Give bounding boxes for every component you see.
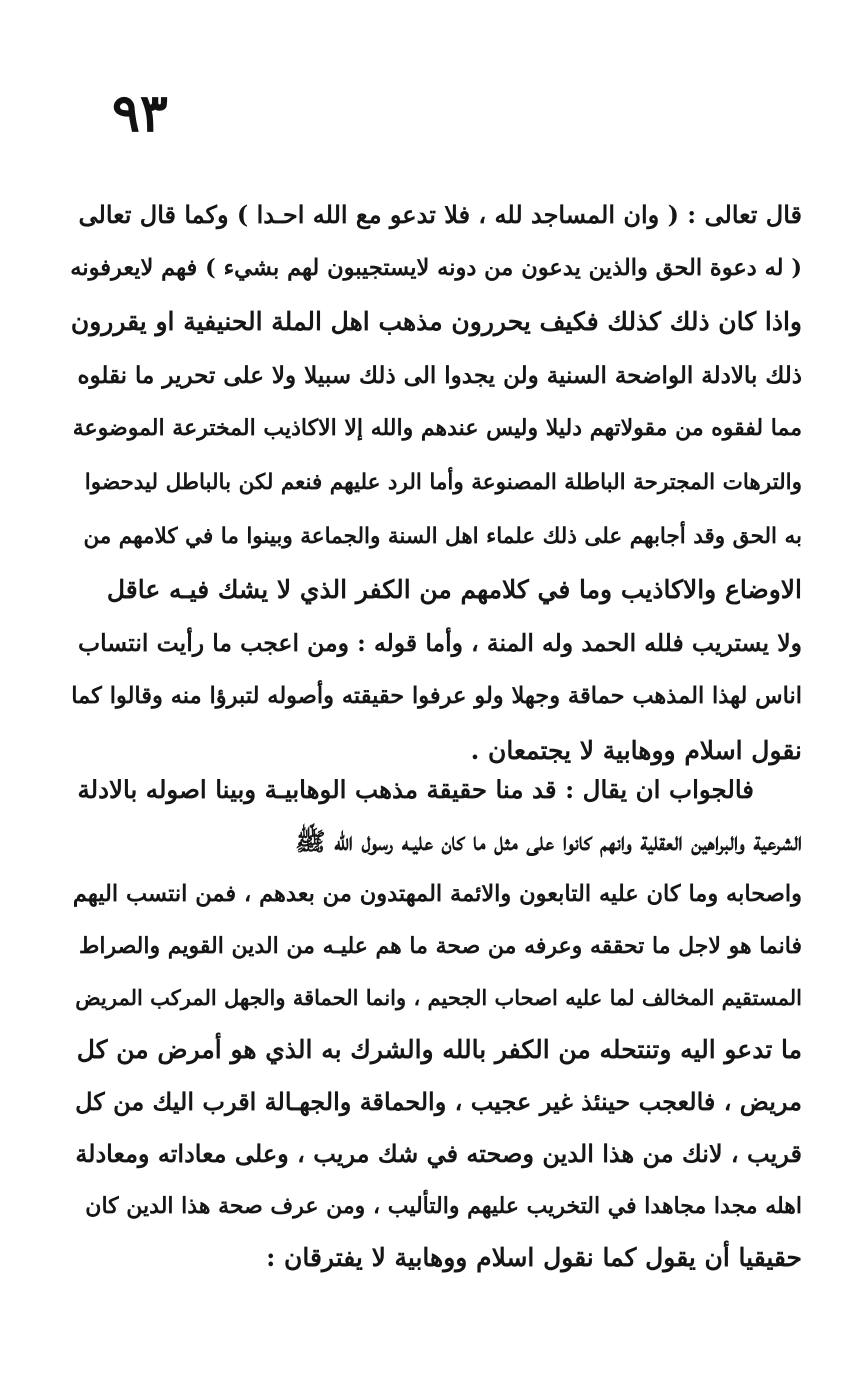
paragraph-2 — [70, 764, 802, 1284]
text-line: ما تدعو اليه وتنتحله من الكفر بالله والشرك به الذي هو أمرض من كل — [76, 1035, 802, 1064]
text-line: المستقيم المخالف لما عليه اصحاب الجحيم ، وانما الحماقة والجهل المركب المريض — [75, 985, 802, 1010]
text-line: فانما هو لاجل ما تحققه وعرفه من صحة ما هم عليـه من الدين القويم والصراط — [78, 933, 802, 959]
text-line: اناس لهذا المذهب حماقة وجهلا ولو عرفوا حقيقته وأصوله لتبرؤا منه وقالوا كما — [71, 683, 802, 710]
text-line: نقول اسلام ووهابية لا يجتمعان . — [470, 735, 802, 765]
text-line: قال تعالى : ( وان المساجد لله ، فلا تدعو مع الله احـدا ) وكما قال تعالى — [78, 200, 802, 229]
page-number: ٩٣ — [112, 83, 168, 144]
text-line: حقيقيا أن يقول كما نقول اسلام ووهابية لا يفترقان : — [266, 1243, 802, 1272]
paragraph-1 — [70, 188, 802, 778]
text-line: والترهات المجترحة الباطلة المصنوعة وأما الرد عليهم فنعم لكن بالباطل ليدحضوا — [84, 469, 802, 495]
text-line: فالجواب ان يقال : قد منا حقيقة مذهب الوهابيـة وبينا اصوله بالادلة — [77, 775, 754, 804]
text-line: ( له دعوة الحق والذين يدعون من دونه لايستجيبون لهم بشيء ) فهم لايعرفونه — [70, 254, 802, 281]
text-line: ولا يستريب فلله الحمد وله المنة ، وأما قوله : ومن اعجب ما رأيت انتساب — [77, 628, 802, 657]
text-line: مما لفقوه من مقولاتهم دليلا وليس عندهم والله إلا الاكاذيب المخترعة الموضوعة — [72, 415, 802, 442]
text-line: ذلك بالادلة الواضحة السنية ولن يجدوا الى ذلك سبيلا ولا على تحرير ما نقلوه — [77, 361, 802, 389]
text-line: اهله مجدا مجاهدا في التخريب عليهم والتأليب ، ومن عرف صحة هذا الدين كان — [85, 1193, 802, 1219]
text-line: الشرعية والبراهين العقلية وانهم كانوا على مثل ما كان عليـه رسول الله ﷺ — [295, 827, 802, 856]
text-line: واذا كان ذلك كذلك فكيف يحررون مذهب اهل الملة الحنيفية او يقررون — [70, 307, 802, 337]
text-line: واصحابه وما كان عليه التابعون والائمة المهتدون من بعدهم ، فمن انتسب اليهم — [72, 881, 802, 907]
text-line: به الحق وقد أجابهم على ذلك علماء اهل السنة والجماعة وبينوا ما في كلامهم من — [83, 523, 802, 549]
text-line: الاوضاع والاكاذيب وما في كلامهم من الكفر الذي لا يشك فيـه عاقل — [106, 575, 802, 605]
text-line: قريب ، لانك من هذا الدين وصحته في شك مريب ، وعلى معاداته ومعادلة — [75, 1139, 802, 1168]
text-line: مريض ، فالعجب حينئذ غير عجيب ، والحماقة والجهـالة اقرب اليك من كل — [75, 1087, 802, 1116]
